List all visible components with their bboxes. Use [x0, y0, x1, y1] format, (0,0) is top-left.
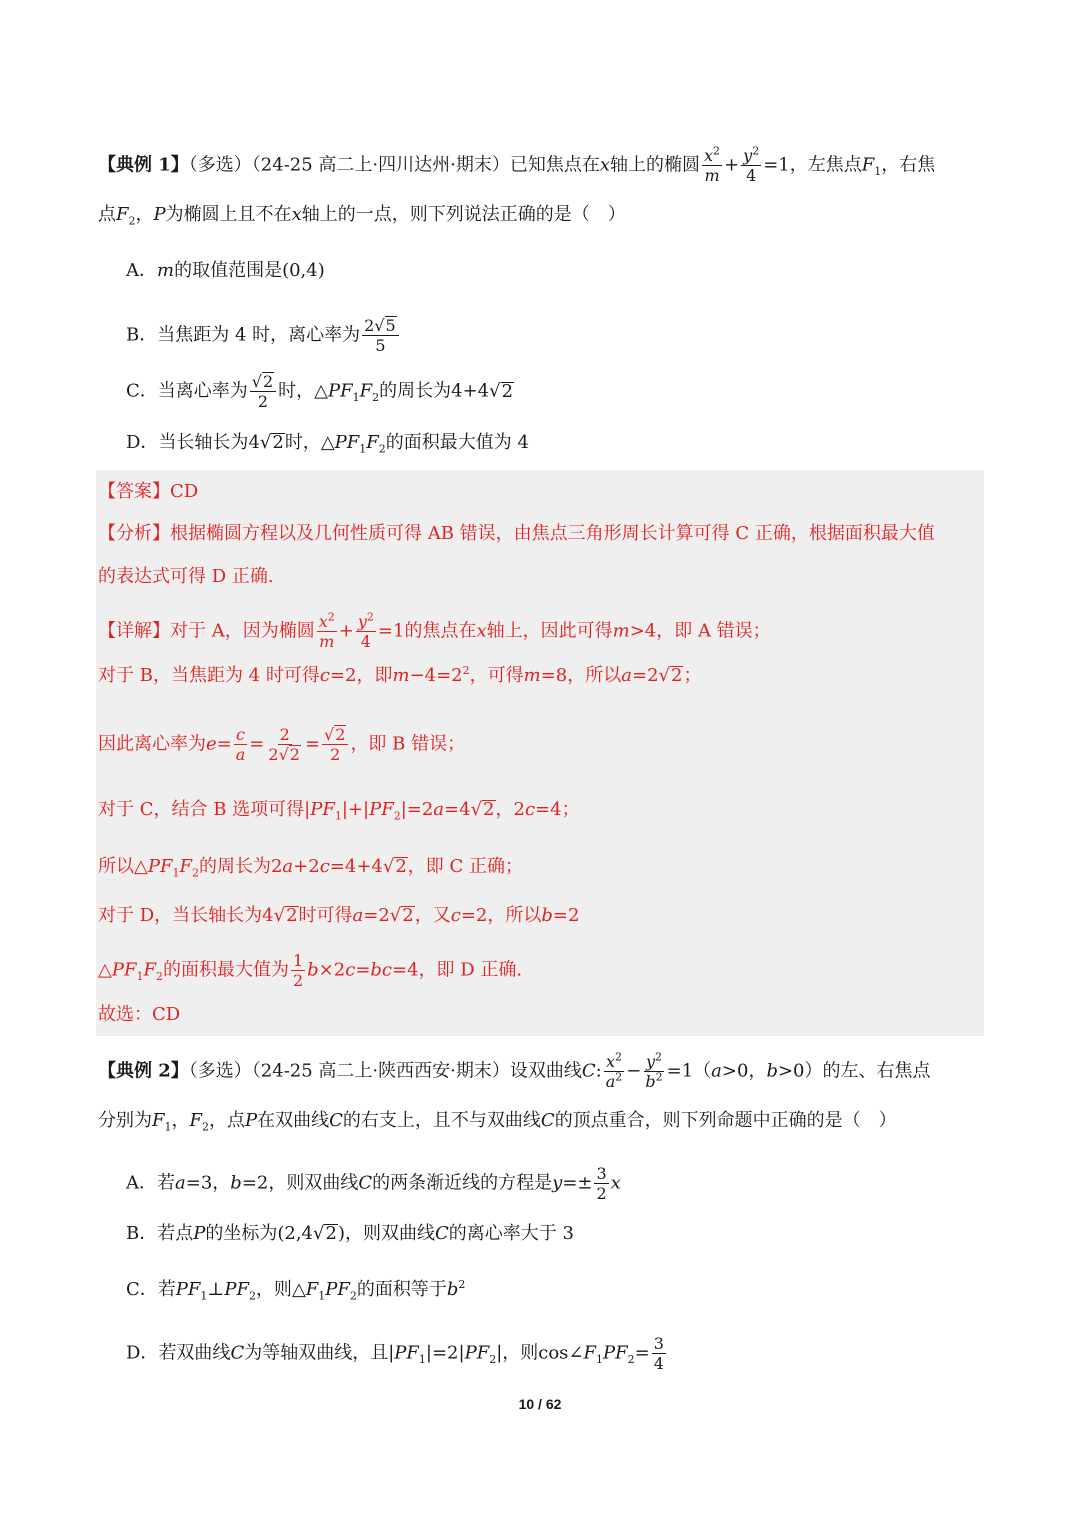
- detail-line-5: 所以$\triangle PF_1F_2$的周长为2a+2c=4+4√2，即 C 正确；: [98, 856, 523, 880]
- detail-line-3: 因此离心率为e= $\frac{c}{a}$ = $\frac{2}{2√2}$ = $\frac{√2}{2}$ ，即 B 错误；: [98, 725, 466, 764]
- example1-option-a: A．m的取值范围是(0,4): [126, 260, 325, 281]
- detail-line-4: 对于 C，结合 B 选项可得$|PF_1|+|PF_2|=2a=4√2$，2c=4；: [98, 799, 580, 823]
- example2-stem-line2: 分别为$F_1$，$F_2$，点P在双曲线C的右支上，且不与双曲线C的顶点重合，则下列命题中正确的是（ ）: [98, 1110, 897, 1134]
- formula: $\frac{x^2}{m}$: [704, 144, 721, 185]
- detail-line-2: 对于 B，当焦距为 4 时可得c=2，即$m-4=2^2$，可得m=8，所以a=2√2；: [98, 664, 702, 686]
- detail-line-7: $\triangle PF_1F_2$的面积最大值为 $\frac{1}{2}$ b×2c=bc=4，即 D 正确.: [98, 951, 523, 990]
- analysis-line-2: 的表达式可得 D 正确.: [98, 566, 274, 587]
- page-number: 10 / 62: [518, 1396, 562, 1412]
- example1-stem: 【典例 1】（多选）（24-25 高二上·四川达州·期末）已知焦点在x轴上的椭圆 $\frac{x^2}{m}$ + $\frac{y^2}{4}$ =1，左焦点$F_1$，右焦: [98, 144, 936, 185]
- example2-option-b: B．若点P的坐标为(2,4√2)，则双曲线C的离心率大于 3: [126, 1223, 574, 1244]
- example2-option-d: D．若双曲线C为等轴双曲线，且$|PF_1|=2|PF_2|$，则$\cos\angle F_1PF_2=$ $\frac{3}{4}$: [126, 1334, 664, 1373]
- example1-option-b: B．当焦距为 4 时，离心率为 $\frac{2√5}{5}$: [126, 316, 401, 355]
- choice-line: 故选：CD: [98, 1004, 181, 1025]
- example2-option-c: C．若$PF_1\perp PF_2$，则$\triangle F_1PF_2$的面积等于$b^2$: [126, 1278, 466, 1303]
- example2-stem: 【典例 2】（多选）（24-25 高二上·陕西西安·期末）设双曲线C: $\frac{x^2}{a^2}$ − $\frac{y^2}{b^2}$ =1（a>0，b>0）的左、右焦点: [98, 1050, 931, 1091]
- example1-stem-line2: 点$F_2$，P为椭圆上且不在x轴上的一点，则下列说法正确的是（ ）: [98, 204, 626, 228]
- detail-line-6: 对于 D，当长轴长为4√2时可得a=2√2，又c=2，所以b=2: [98, 905, 580, 926]
- example1-label: 【典例 1】: [98, 154, 189, 176]
- example1-option-c: C．当离心率为 $\frac{√2}{2}$ 时，$\triangle PF_1F_2$的周长为4+4√2: [126, 372, 514, 411]
- detail-line-1: 【详解】对于 A，因为椭圆 $\frac{x^2}{m}$ + $\frac{y^2}{4}$ =1的焦点在x轴上，因此可得m>4，即 A 错误；: [98, 610, 771, 651]
- example2-label: 【典例 2】: [98, 1060, 189, 1082]
- example2-option-a: A．若a=3，b=2，则双曲线C的两条渐近线的方程是y=± $\frac{3}{2}$ x: [126, 1164, 621, 1203]
- answer-value: CD: [170, 481, 199, 502]
- analysis-line: 【分析】根据椭圆方程以及几何性质可得 AB 错误，由焦点三角形周长计算可得 C 正确，根据面积最大值: [98, 523, 935, 544]
- answer-line: 【答案】CD: [98, 481, 199, 502]
- example1-option-d: D．当长轴长为4√2时，$\triangle PF_1F_2$的面积最大值为 4: [126, 432, 529, 456]
